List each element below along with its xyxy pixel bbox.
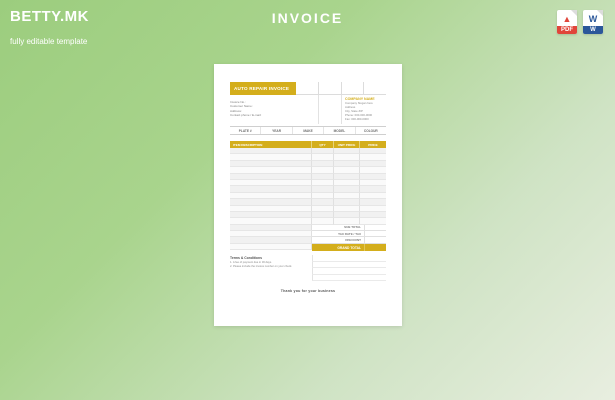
pdf-file-icon[interactable] (557, 10, 577, 34)
company-line: Fax: 000-000-0000 (345, 116, 369, 121)
grid-cell (230, 244, 312, 250)
footer-note: Thank you for your business (280, 288, 336, 293)
grid-cell (312, 275, 386, 281)
company-block (342, 95, 386, 124)
invoice-sheet (214, 64, 402, 326)
customer-field: Contact phone / E-mail: (230, 113, 262, 118)
vehicle-header-row (230, 126, 386, 135)
company-line: City, State ZIP (345, 108, 363, 113)
items-table-header (230, 141, 386, 148)
total-label: TAX RATE / TAX (338, 231, 361, 236)
total-value (364, 237, 386, 242)
column-header-qty: QTY (312, 141, 334, 148)
grid-cell (296, 95, 319, 124)
grid-cell (296, 82, 319, 95)
company-name: COMPANY NAME (345, 97, 375, 101)
customer-field: Address: (230, 108, 242, 113)
terms-grid (312, 255, 386, 281)
totals-column (312, 225, 386, 252)
grid-cell (319, 95, 342, 124)
brand-tagline: fully editable template (10, 37, 88, 46)
column-header-description: ITEM DESCRIPTION (230, 141, 312, 148)
grid-cell (342, 82, 365, 95)
word-file-label: W (583, 26, 603, 34)
page-title: INVOICE (271, 10, 344, 26)
brand-name: BETTY.MK (10, 8, 89, 25)
word-glyph-icon: W (588, 14, 598, 24)
meta-grid (296, 95, 342, 124)
column-header-price: PRICE (368, 142, 378, 147)
vehicle-header-model: MODEL (324, 127, 355, 134)
invoice-document (230, 82, 386, 310)
vehicle-header-year: YEAR (261, 127, 292, 134)
company-line: Address (345, 104, 356, 109)
total-label: SUB TOTAL (344, 225, 361, 230)
terms-line: 2. Please include the invoice number on your check. (230, 265, 293, 269)
file-format-icons (557, 10, 603, 34)
grand-total-row (312, 244, 386, 252)
word-file-icon[interactable] (583, 10, 603, 34)
vehicle-header-make: MAKE (293, 127, 324, 134)
grid-cell (319, 82, 342, 95)
total-label: DISCOUNT (345, 238, 361, 243)
invoice-title: AUTO REPAIR INVOICE (230, 82, 296, 95)
grid-cell (364, 82, 386, 95)
customer-field: Invoice No.: (230, 100, 246, 104)
customer-field: Customer Name: (230, 104, 253, 109)
items-table-body (230, 148, 386, 225)
terms-block (230, 255, 312, 281)
invoice-title-row (230, 82, 386, 95)
vehicle-header-plate: PLATE # (230, 127, 261, 134)
customer-block (230, 95, 296, 124)
terms-title: Terms & Conditions (230, 256, 262, 261)
totals-filler-column (230, 225, 312, 252)
total-value (364, 225, 386, 230)
grand-total-value (364, 244, 386, 252)
invoice-meta-row (230, 95, 386, 124)
grand-total-label: GRAND TOTAL (337, 245, 361, 250)
company-line: Company Slogan here (345, 101, 373, 105)
pdf-glyph-icon: ▲ (562, 14, 572, 24)
company-line: Phone: 000-000-0000 (345, 112, 373, 117)
terms-section (230, 255, 386, 281)
total-value (364, 231, 386, 236)
terms-line: 1. A fee of payment due in 30 days. (230, 261, 272, 265)
totals-section (230, 225, 386, 252)
invoice-title-grid (296, 82, 386, 95)
items-table (230, 141, 386, 225)
pdf-file-label: PDF (557, 26, 577, 34)
column-header-unit-price: UNIT PRICE (334, 141, 360, 148)
grid-row (312, 275, 386, 281)
vehicle-header-colour: COLOUR (363, 128, 378, 133)
